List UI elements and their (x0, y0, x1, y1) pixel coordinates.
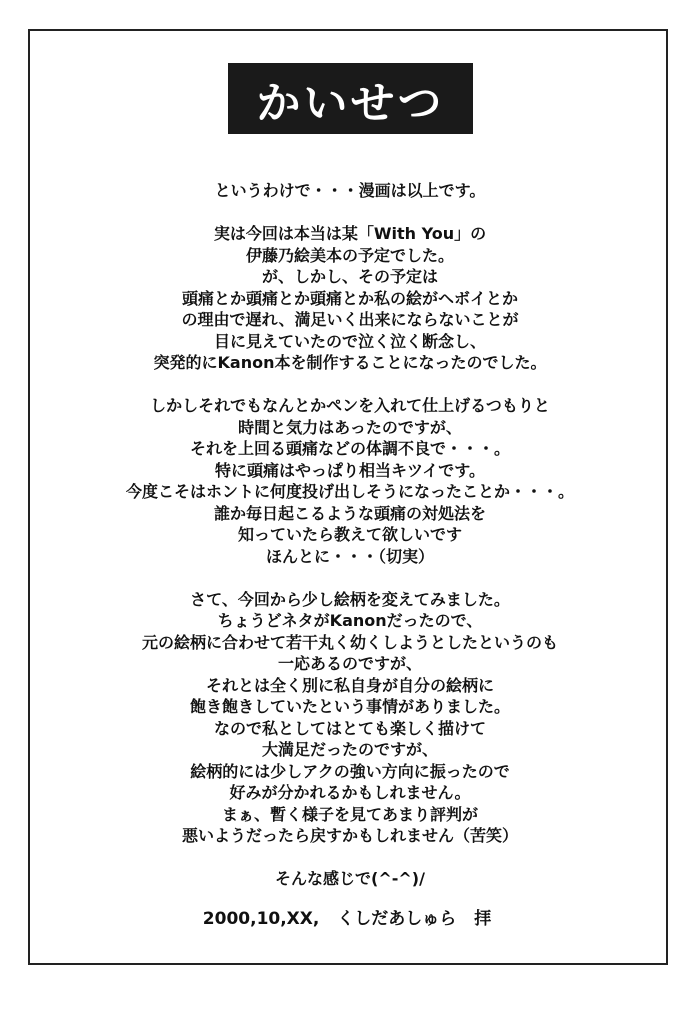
text-line: なので私としてはとても楽しく描けて (213, 718, 486, 738)
signature-date: 2000,10,XX, (202, 909, 320, 929)
commentary-text (60, 180, 640, 911)
text-line: 伊藤乃絵美本の予定でした。 (245, 245, 454, 265)
text-line: 誰か毎日起こるような頭痛の対処法を (213, 503, 486, 523)
text-line: そんな感じで(^-^)/ (275, 869, 425, 888)
text-line: 悪いようだったら戻すかもしれません（苦笑） (181, 826, 518, 845)
text-line: 大満足だったのですが、 (261, 740, 438, 759)
text-line: の理由で遅れ、満足いく出来にならないことが (181, 310, 519, 329)
text-line: 元の絵柄に合わせて若干丸く幼くしようとしたというのも (141, 632, 558, 652)
text-line: 目に見えていたので泣く泣く断念し、 (213, 331, 486, 351)
text-line: それを上回る頭痛などの体調不良で・・・。 (189, 439, 510, 458)
paragraph-2 (60, 223, 640, 374)
signature-author: くしだあしゅら (337, 909, 457, 929)
text-line: が、しかし、その予定は (261, 267, 438, 286)
signature-closing: 拝 (474, 909, 492, 929)
text-line: ほんとに・・・（切実） (265, 546, 434, 566)
text-line: 時間と気力はあったのですが、 (238, 417, 462, 437)
text-line: まぁ、暫く様子を見てあまり評判が (221, 804, 478, 824)
text-line: ちょうどネタがKanonだったので、 (217, 611, 483, 630)
text-line: それとは全く別に私自身が自分の絵柄に (205, 675, 494, 695)
text-line: 一応あるのですが、 (277, 654, 422, 673)
text-line: 頭痛とか頭痛とか頭痛とか私の絵がヘボイとか (181, 288, 518, 308)
text-line: 知っていたら教えて欲しいです (237, 525, 462, 544)
text-line: 飽き飽きしていたという事情がありました。 (189, 697, 510, 716)
text-line: というわけで・・・漫画は以上です。 (214, 181, 486, 200)
paragraph-1 (60, 180, 640, 202)
text-line: 今度こそはホントに何度投げ出しそうになったことか・・・。 (125, 482, 574, 501)
page-title: かいせつ (228, 63, 473, 134)
text-line: しかしそれでもなんとかペンを入れて仕上げるつもりと (150, 396, 550, 415)
paragraph-4 (60, 589, 640, 847)
paragraph-5 (60, 868, 640, 890)
paragraph-3 (60, 395, 640, 567)
text-line: 実は今回は本当は某「With You」の (213, 224, 487, 243)
text-line: 絵柄的には少しアクの強い方向に振ったので (190, 761, 510, 781)
text-line: 好みが分かれるかもしれません。 (229, 783, 471, 802)
text-line: 突発的にKanon本を制作することになったのでした。 (153, 353, 547, 372)
text-line: さて、今回から少し絵柄を変えてみました。 (190, 589, 510, 609)
text-line: 特に頭痛はやっぱり相当キツイです。 (215, 460, 485, 480)
signature-line (0, 904, 694, 929)
